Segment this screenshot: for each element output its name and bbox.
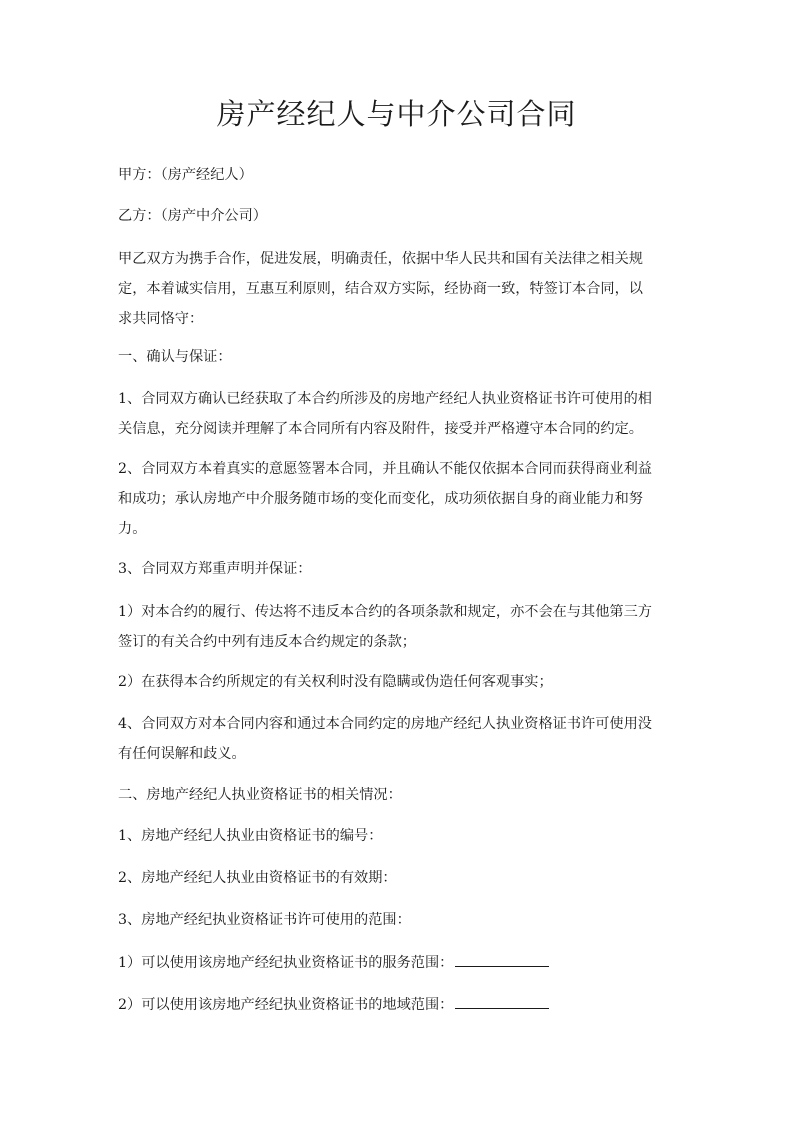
- intro-line: 甲乙双方为携手合作，促进发展，明确责任，依据中华人民共和国有关法律之相关规: [118, 251, 643, 267]
- fill-in-blank: [455, 996, 549, 1009]
- s1-item4: [118, 709, 684, 769]
- party-a: 甲方：（房产经纪人）: [118, 167, 253, 183]
- paragraph-line: 有任何误解和歧义。: [118, 746, 246, 762]
- intro-line: 定，本着诚实信用，互惠互利原则，结合双方实际，经协商一致，特签订本合同，以: [118, 281, 643, 297]
- s1-item2: [118, 454, 684, 544]
- paragraph-line: 力。: [118, 521, 147, 537]
- fill-in-blank: [455, 954, 549, 967]
- s2-sub2: [118, 990, 684, 1020]
- paragraph-line: 1）对本合约的履行、传达将不违反本合约的各项条款和规定，亦不会在与其他第三方: [118, 604, 652, 620]
- paragraph-line: 1、合同双方确认已经获取了本合约所涉及的房地产经纪人执业资格证书许可使用的相: [118, 391, 652, 407]
- paragraph-line: 4、合同双方对本合同内容和通过本合同约定的房地产经纪人执业资格证书许可使用没: [118, 716, 652, 732]
- s2-sub1-text: 1）可以使用该房地产经纪执业资格证书的服务范围：: [118, 955, 454, 971]
- s2-item1: 1、房地产经纪人执业由资格证书的编号：: [118, 828, 383, 844]
- s2-sub1: [118, 948, 684, 978]
- intro-paragraph: [118, 244, 684, 334]
- s1-sub1: [118, 597, 684, 657]
- section2-heading: 二、房地产经纪人执业资格证书的相关情况：: [118, 787, 402, 803]
- intro-line: 求共同恪守：: [118, 311, 204, 327]
- s1-item3: 3、合同双方郑重声明并保证：: [118, 561, 312, 577]
- s2-item2: 2、房地产经纪人执业由资格证书的有效期：: [118, 870, 397, 886]
- s2-sub2-text: 2）可以使用该房地产经纪执业资格证书的地域范围：: [118, 997, 454, 1013]
- s2-item3: 3、房地产经纪执业资格证书许可使用的范围：: [118, 912, 411, 928]
- paragraph-line: 关信息，充分阅读并理解了本合同所有内容及附件，接受并严格遵守本合同的约定。: [118, 421, 643, 437]
- document-title: 房产经纪人与中介公司合同: [216, 97, 577, 131]
- section1-heading: 一、确认与保证：: [118, 349, 232, 365]
- s1-item1: [118, 384, 684, 444]
- paragraph-line: 和成功；承认房地产中介服务随市场的变化而变化，成功须依据自身的商业能力和努: [118, 491, 643, 507]
- party-b: 乙方：（房产中介公司）: [118, 208, 267, 224]
- s1-sub2: 2）在获得本合约所规定的有关权利时没有隐瞒或伪造任何客观事实；: [118, 674, 553, 690]
- paragraph-line: 2、合同双方本着真实的意愿签署本合同，并且确认不能仅依据本合同而获得商业利益: [118, 461, 652, 477]
- paragraph-line: 签订的有关合约中列有违反本合约规定的条款；: [118, 634, 416, 650]
